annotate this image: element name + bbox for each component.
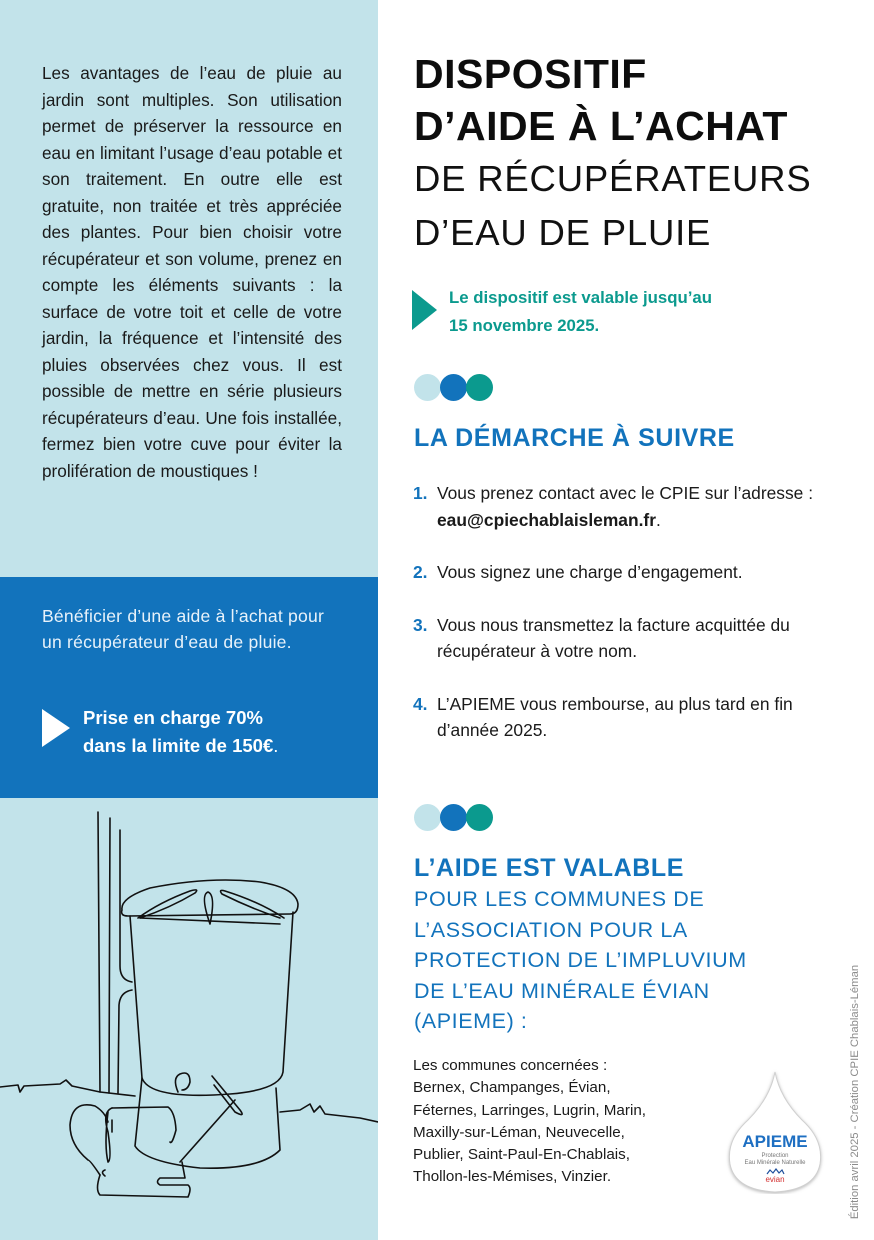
step-text: Vous prenez contact avec le CPIE sur l’adresse : xyxy=(437,483,814,503)
title-line-2: D’AIDE À L’ACHAT xyxy=(414,103,788,149)
aid-amount-line1: Prise en charge 70% xyxy=(83,707,263,728)
aid-highlight-box xyxy=(0,577,378,798)
validity-text xyxy=(449,284,849,340)
communes-line: Féternes, Larringes, Lugrin, Marin, xyxy=(413,1101,646,1119)
step-number: 1. xyxy=(413,483,428,503)
dot-light-blue-icon xyxy=(414,804,441,831)
eligibility-subtitle-line: PROTECTION DE L’IMPLUVIUM xyxy=(414,948,747,972)
communes-list xyxy=(413,1055,723,1189)
steps-section-title: LA DÉMARCHE À SUIVRE xyxy=(414,424,735,452)
play-arrow-icon xyxy=(412,290,437,330)
step-text: Vous nous transmettez la facture acquittée du récupérateur à votre nom. xyxy=(437,614,790,661)
step-number: 2. xyxy=(413,562,428,582)
step-number: 3. xyxy=(413,614,428,635)
eligibility-subtitle-line: DE L’EAU MINÉRALE ÉVIAN xyxy=(414,978,710,1003)
contact-email-link[interactable]: eau@cpiechablaisleman.fr xyxy=(437,509,656,530)
page-title xyxy=(414,48,854,260)
decorative-dots-icon xyxy=(414,804,492,831)
eligibility-subtitle-line: POUR LES COMMUNES DE xyxy=(414,887,705,911)
left-panel xyxy=(0,0,378,1240)
step-item xyxy=(413,480,853,533)
rain-barrel-illustration-icon xyxy=(0,800,378,1240)
dot-teal-icon xyxy=(466,804,493,831)
validity-line-1: Le dispositif est valable jusqu’au xyxy=(449,288,712,307)
eligibility-subtitle-line: L’ASSOCIATION POUR LA xyxy=(414,917,688,942)
eligibility-title: L’AIDE EST VALABLE xyxy=(414,854,685,882)
play-arrow-icon xyxy=(42,709,70,747)
step-text: Vous signez une charge d’engagement. xyxy=(437,562,743,582)
aid-amount-end: . xyxy=(273,735,279,756)
communes-line: Maxilly-sur-Léman, Neuvecelle, xyxy=(413,1123,625,1141)
aid-amount-line2: dans la limite de 150€ xyxy=(83,735,274,756)
dot-blue-icon xyxy=(440,804,467,831)
aid-amount-text xyxy=(83,704,373,760)
validity-line-2: 15 novembre 2025. xyxy=(449,316,600,335)
dot-light-blue-icon xyxy=(414,374,441,401)
step-item xyxy=(413,559,853,586)
title-line-3: DE RÉCUPÉRATEURS xyxy=(414,158,812,199)
step-item xyxy=(413,612,853,665)
dot-teal-icon xyxy=(466,374,493,401)
logo-name: APIEME xyxy=(742,1132,808,1151)
steps-list xyxy=(413,480,853,770)
title-line-4: D’EAU DE PLUIE xyxy=(414,212,712,253)
aid-lead-text: Bénéficier d’une aide à l’achat pour un récupérateur d’eau de pluie. xyxy=(42,606,325,652)
step-number: 4. xyxy=(413,693,428,714)
eligibility-subtitle-line: (APIEME) : xyxy=(414,1009,528,1033)
intro-paragraph: Les avantages de l’eau de pluie au jardin sont multiples. Son utilisation permet de préserver la ressource en eau en limitant l’usage d’eau potable et son traitement. En outre elle est gratuite, non traitée et très appréciée des plantes. Pour bien choisir votre récupérateur et son volume, prenez en compte les éléments suivants : la surface de votre toit et celle de votre jardin, la fréquence et l’intensité des pluies observées chez vous. Il est possible de mettre en série plusieurs récupérateurs d’eau. Une fois installée, fermez bien votre cuve pour éviter la prolifération de moustiques ! xyxy=(42,63,342,481)
logo-line1: Protection xyxy=(761,1153,789,1159)
dot-blue-icon xyxy=(440,374,467,401)
step-item xyxy=(413,691,853,744)
eligibility-heading xyxy=(414,852,844,1037)
edition-credit: Édition avril 2025 - Création CPIE Chablais-Léman xyxy=(849,964,861,1220)
logo-brand: evian xyxy=(765,1175,785,1184)
title-line-1: DISPOSITIF xyxy=(414,51,647,97)
logo-line2: Eau Minérale Naturelle xyxy=(744,1160,806,1166)
communes-line: Publier, Saint-Paul-En-Chablais, xyxy=(413,1146,630,1164)
decorative-dots-icon xyxy=(414,374,492,401)
communes-label: Les communes concernées : xyxy=(413,1057,608,1074)
communes-line: Bernex, Champanges, Évian, xyxy=(413,1079,611,1097)
apieme-logo xyxy=(722,1068,828,1194)
step-text-end: . xyxy=(655,509,661,530)
step-text: L’APIEME vous rembourse, au plus tard en fin d’année 2025. xyxy=(437,693,793,740)
communes-line: Thollon-les-Mémises, Vinzier. xyxy=(413,1168,612,1186)
